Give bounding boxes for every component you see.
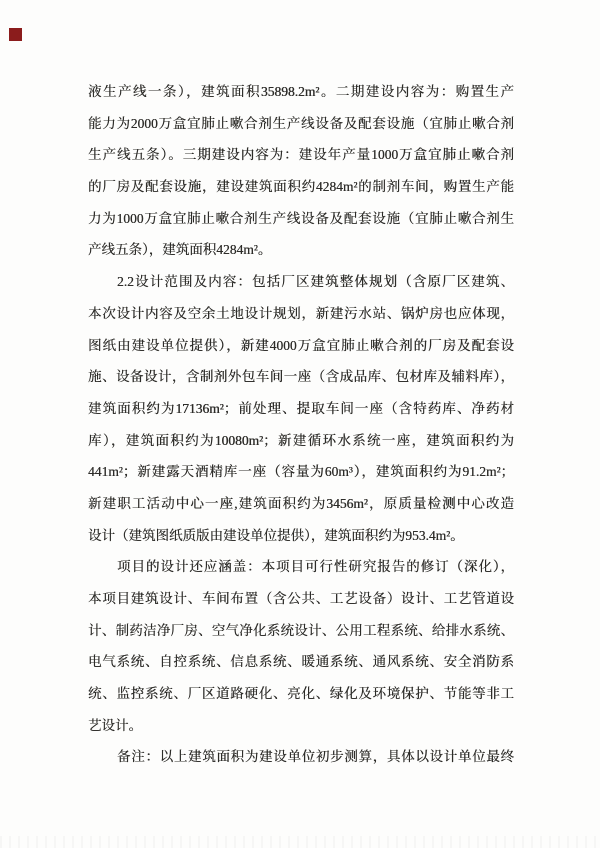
text-line: 统、监控系统、厂区道路硬化、亮化、绿化及环境保护、节能等非工 bbox=[88, 686, 514, 702]
text-line: 设计（建筑图纸质版由建设单位提供），建筑面积约为953.4m²。 bbox=[88, 527, 464, 543]
text-line: 电气系统、自控系统、信息系统、暖通系统、通风系统、安全消防系 bbox=[88, 654, 514, 670]
text-line: 生产线五条）。三期建设内容为：建设年产量1000万盒宜肺止嗽合剂 bbox=[88, 147, 514, 163]
text-line: 441m²；新建露天酒精库一座（容量为60m³），建筑面积约为91.2m²； bbox=[88, 464, 514, 480]
text-line: 图纸由建设单位提供），新建4000万盒宜肺止嗽合剂的厂房及配套设 bbox=[88, 337, 514, 353]
text-line: 2.2设计范围及内容：包括厂区建筑整体规划（含原厂区建筑、 bbox=[117, 274, 514, 290]
text-line: 计、制药洁净厂房、空气净化系统设计、公用工程系统、给排水系统、 bbox=[88, 622, 514, 638]
document-text bbox=[88, 76, 514, 773]
text-line: 本项目建筑设计、车间布置（含公共、工艺设备）设计、工艺管道设 bbox=[88, 591, 514, 606]
text-line: 力为1000万盒宜肺止嗽合剂生产线设备及配套设施（宜肺止嗽合剂生 bbox=[88, 210, 514, 226]
text-line: 的厂房及配套设施，建设建筑面积约4284m²的制剂车间，购置生产能 bbox=[88, 179, 514, 195]
text-line: 产线五条），建筑面积4284m²。 bbox=[88, 242, 272, 258]
text-line: 建筑面积约为17136m²；前处理、提取车间一座（含特药库、净药材 bbox=[88, 400, 514, 416]
text-line: 备注：以上建筑面积为建设单位初步测算，具体以设计单位最终 bbox=[117, 749, 514, 765]
text-line: 艺设计。 bbox=[88, 717, 142, 733]
text-line: 新建职工活动中心一座,建筑面积约为3456m²，原质量检测中心改造 bbox=[88, 495, 514, 511]
text-line: 液生产线一条），建筑面积35898.2m²。二期建设内容为：购置生产 bbox=[88, 84, 514, 99]
text-line: 本次设计内容及空余土地设计规划，新建污水站、锅炉房也应体现， bbox=[88, 305, 514, 321]
text-line: 能力为2000万盒宜肺止嗽合剂生产线设备及配套设施（宜肺止嗽合剂 bbox=[88, 115, 514, 131]
text-line: 项目的设计还应涵盖：本项目可行性研究报告的修订（深化）， bbox=[117, 559, 514, 575]
text-line: 库），建筑面积约为10080m²；新建循环水系统一座，建筑面积约为 bbox=[88, 432, 514, 448]
text-line: 施、设备设计，含制剂外包车间一座（含成品库、包材库及辅料库）， bbox=[88, 369, 514, 385]
red-stamp-mark bbox=[9, 28, 22, 41]
